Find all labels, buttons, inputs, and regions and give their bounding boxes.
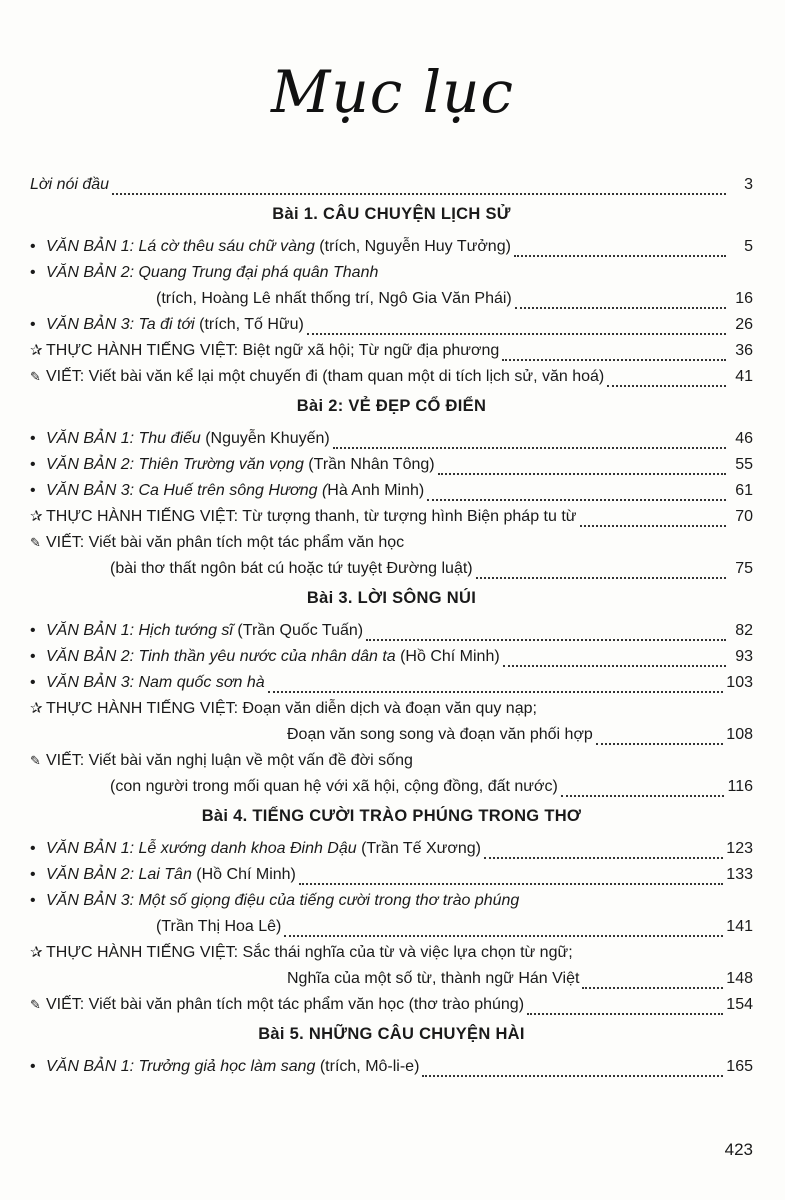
toc-entry[interactable] [30, 361, 753, 387]
leader-dots [307, 317, 726, 335]
toc-entry-preface[interactable] [30, 165, 753, 195]
page-ref: 26 [735, 316, 753, 333]
page-ref: 46 [735, 430, 753, 447]
toc-entry-continuation[interactable] [30, 963, 753, 989]
toc-entry[interactable] [30, 937, 753, 963]
toc-entry[interactable] [30, 885, 753, 911]
entry-title: VĂN BẢN 1: Hịch tướng sĩ [46, 622, 233, 639]
toc-entry[interactable] [30, 615, 753, 641]
entry-text: (trích, Mô-li-e) [315, 1058, 420, 1075]
table-of-contents [30, 165, 753, 1077]
bullet-icon: • [30, 430, 36, 447]
leader-dots [607, 369, 726, 387]
leader-dots [561, 779, 725, 797]
leader-dots [366, 623, 726, 641]
entry-title: VĂN BẢN 1: Thu điếu [46, 430, 201, 447]
entry-text: THỰC HÀNH TIẾNG VIỆT: Đoạn văn diễn dịch và đoạn văn quy nạp; [46, 700, 537, 717]
toc-entry[interactable] [30, 833, 753, 859]
page-ref: 82 [735, 622, 753, 639]
page-ref: 3 [744, 176, 753, 193]
bullet-icon: • [30, 456, 36, 473]
leader-dots [503, 649, 726, 667]
bullet-icon: • [30, 892, 36, 909]
entry-text: THỰC HÀNH TIẾNG VIỆT: Biệt ngữ xã hội; Từ ngữ địa phương [46, 342, 500, 359]
section-heading: Bài 4. TIẾNG CƯỜI TRÀO PHÚNG TRONG THƠ [201, 807, 582, 825]
entry-title: VĂN BẢN 2: Lai Tân [46, 866, 192, 883]
bullet-icon: • [30, 840, 36, 857]
page-ref: 75 [735, 560, 753, 577]
toc-entry[interactable] [30, 231, 753, 257]
page-ref: 133 [726, 866, 753, 883]
entry-text: THỰC HÀNH TIẾNG VIỆT: Sắc thái nghĩa của từ và việc lựa chọn từ ngữ; [46, 944, 573, 961]
pen-icon: ✎ [30, 997, 41, 1012]
page-number: 423 [724, 1140, 753, 1159]
entry-text: (Trần Tế Xương) [356, 840, 482, 857]
leader-dots [527, 997, 723, 1015]
toc-entry-continuation[interactable] [30, 771, 753, 797]
star-icon: ✰ [30, 508, 43, 525]
bullet-icon: • [30, 674, 36, 691]
toc-entry[interactable] [30, 309, 753, 335]
page-ref: 5 [744, 238, 753, 255]
page-ref: 108 [726, 726, 753, 743]
leader-dots [484, 841, 723, 859]
entry-text: Đoạn văn song song và đoạn văn phối hợp [287, 726, 593, 743]
page-ref: 165 [726, 1058, 753, 1075]
entry-text: (bài thơ thất ngôn bát cú hoặc tứ tuyệt Đường luật) [110, 560, 473, 577]
entry-text: (trích, Tố Hữu) [194, 316, 304, 333]
leader-dots [438, 457, 726, 475]
bullet-icon: • [30, 238, 36, 255]
toc-entry[interactable] [30, 335, 753, 361]
page-ref: 116 [727, 778, 753, 795]
pen-icon: ✎ [30, 753, 41, 768]
toc-entry[interactable] [30, 745, 753, 771]
toc-entry[interactable] [30, 859, 753, 885]
entry-title: VĂN BẢN 2: Tinh thần yêu nước của nhân dân ta [46, 648, 396, 665]
entry-text: THỰC HÀNH TIẾNG VIỆT: Từ tượng thanh, từ tượng hình Biện pháp tu từ [46, 508, 577, 525]
entry-text: (con người trong mối quan hệ với xã hội, cộng đồng, đất nước) [110, 778, 558, 795]
entry-text: Nghĩa của một số từ, thành ngữ Hán Việt [287, 970, 580, 987]
toc-entry[interactable] [30, 989, 753, 1015]
leader-dots [112, 177, 726, 195]
leader-dots [502, 343, 726, 361]
page-ref: 141 [726, 918, 753, 935]
page-title: Mục lục [270, 58, 515, 126]
bullet-icon: • [30, 622, 36, 639]
toc-entry[interactable] [30, 501, 753, 527]
toc-entry[interactable] [30, 667, 753, 693]
page-ref: 154 [726, 996, 753, 1013]
toc-entry-continuation[interactable] [30, 719, 753, 745]
section-heading: Bài 5. NHỮNG CÂU CHUYỆN HÀI [258, 1025, 525, 1043]
entry-text: (trích, Hoàng Lê nhất thống trí, Ngô Gia Văn Phái) [156, 290, 512, 307]
leader-dots [582, 971, 723, 989]
section-heading: Bài 3. LỜI SÔNG NÚI [306, 589, 477, 607]
section-heading: Bài 1. CÂU CHUYỆN LỊCH SỬ [272, 205, 511, 223]
entry-text: (Hồ Chí Minh) [191, 866, 296, 883]
entry-title: VĂN BẢN 1: Lễ xướng danh khoa Đinh Dậu [46, 840, 357, 857]
entry-text: VIẾT: Viết bài văn phân tích một tác phẩm văn học [46, 534, 405, 551]
toc-entry-continuation[interactable] [30, 283, 753, 309]
entry-title: VĂN BẢN 1: Trưởng giả học làm sang [46, 1058, 316, 1075]
toc-entry[interactable] [30, 527, 753, 553]
preface-text: Lời nói đầu [30, 176, 110, 193]
bullet-icon: • [30, 482, 36, 499]
page-ref: 55 [735, 456, 753, 473]
bullet-icon: • [30, 648, 36, 665]
toc-entry[interactable] [30, 693, 753, 719]
leader-dots [427, 483, 726, 501]
entry-text: (Trần Quốc Tuấn) [232, 622, 364, 639]
section-heading: Bài 2: VẺ ĐẸP CỔ ĐIỂN [296, 397, 487, 415]
entry-text: Hà Anh Minh) [327, 482, 425, 499]
bullet-icon: • [30, 264, 36, 281]
leader-dots [580, 509, 727, 527]
toc-entry-continuation[interactable] [30, 553, 753, 579]
pen-icon: ✎ [30, 369, 41, 384]
entry-title: VĂN BẢN 2: Quang Trung đại phá quân Thanh [46, 264, 379, 281]
toc-entry[interactable] [30, 475, 753, 501]
page-ref: 41 [735, 368, 753, 385]
bullet-icon: • [30, 1058, 36, 1075]
leader-dots [514, 239, 726, 257]
pen-icon: ✎ [30, 535, 41, 550]
entry-text: VIẾT: Viết bài văn kể lại một chuyến đi (tham quan một di tích lịch sử, văn hoá) [46, 368, 605, 385]
entry-title: VĂN BẢN 3: Ca Huế trên sông Hương ( [46, 482, 328, 499]
leader-dots [476, 561, 726, 579]
entry-text: VIẾT: Viết bài văn nghị luận về một vấn đề đời sống [46, 752, 413, 769]
star-icon: ✰ [30, 700, 43, 717]
page-ref: 123 [726, 840, 753, 857]
toc-entry-continuation[interactable] [30, 911, 753, 937]
leader-dots [515, 291, 726, 309]
entry-text: (trích, Nguyễn Huy Tưởng) [314, 238, 511, 255]
page-ref: 93 [735, 648, 753, 665]
toc-entry[interactable] [30, 257, 753, 283]
entry-title: VĂN BẢN 3: Một số giọng điệu của tiếng cười trong thơ trào phúng [46, 892, 520, 909]
leader-dots [333, 431, 726, 449]
entry-title: VĂN BẢN 3: Ta đi tới [46, 316, 195, 333]
star-icon: ✰ [30, 944, 43, 961]
entry-text: (Hồ Chí Minh) [395, 648, 500, 665]
leader-dots [596, 727, 723, 745]
leader-dots [422, 1059, 723, 1077]
page-ref: 16 [735, 290, 753, 307]
page-ref: 61 [735, 482, 753, 499]
entry-text: VIẾT: Viết bài văn phân tích một tác phẩm văn học (thơ trào phúng) [46, 996, 525, 1013]
toc-entry[interactable] [30, 1051, 753, 1077]
page-ref: 36 [735, 342, 753, 359]
page-ref: 148 [726, 970, 753, 987]
entry-title: VĂN BẢN 2: Thiên Trường văn vọng [46, 456, 304, 473]
leader-dots [299, 867, 723, 885]
leader-dots [268, 675, 724, 693]
entry-text: (Trần Nhân Tông) [303, 456, 435, 473]
entry-text: (Trần Thị Hoa Lê) [156, 918, 282, 935]
entry-title: VĂN BẢN 1: Lá cờ thêu sáu chữ vàng [46, 238, 315, 255]
entry-text: (Nguyễn Khuyến) [200, 430, 330, 447]
toc-entry[interactable] [30, 641, 753, 667]
bullet-icon: • [30, 316, 36, 333]
toc-entry[interactable] [30, 423, 753, 449]
page-ref: 70 [735, 508, 753, 525]
leader-dots [284, 919, 723, 937]
entry-title: VĂN BẢN 3: Nam quốc sơn hà [46, 674, 265, 691]
bullet-icon: • [30, 866, 36, 883]
page-ref: 103 [726, 674, 753, 691]
toc-entry[interactable] [30, 449, 753, 475]
star-icon: ✰ [30, 342, 43, 359]
